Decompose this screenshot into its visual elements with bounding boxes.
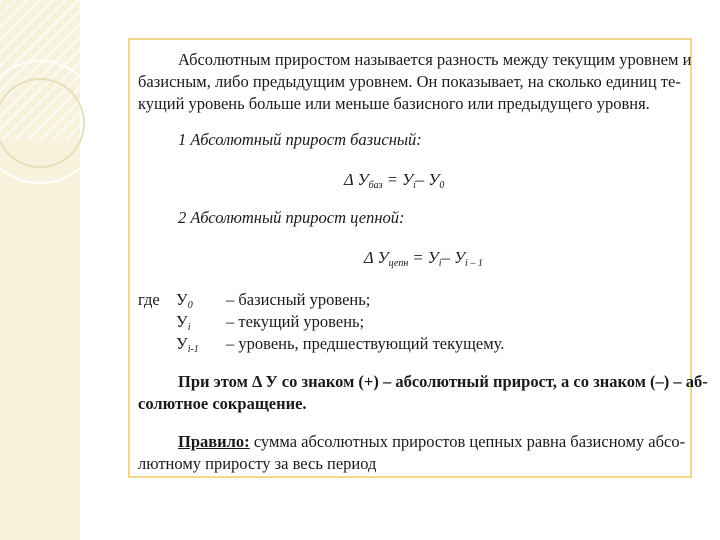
legend-symbol: У: [176, 312, 188, 331]
slide-content: [130, 40, 708, 480]
note-line-1: При этом Δ У со знаком (+) – абсолютный прирост, а со знаком (–) – аб-: [178, 372, 708, 391]
formula-minus: – У: [415, 170, 440, 189]
definition-line-3: кущий уровень больше или меньше базисного или предыдущего уровня.: [138, 94, 650, 113]
legend-index: 0: [187, 300, 193, 311]
rule-text: сумма абсолютных приростов цепных равна базисному абсо-: [249, 432, 686, 451]
formula-subscript: цепн: [388, 258, 409, 269]
decorative-left-band: [0, 0, 80, 540]
legend-description: – базисный уровень;: [226, 290, 371, 309]
note-line-2: солютное сокращение.: [138, 394, 307, 413]
legend-index: i: [187, 322, 191, 333]
formula-subscript: баз: [368, 180, 383, 191]
legend-description: – уровень, предшествующий текущему.: [226, 334, 505, 353]
legend-where: где: [138, 290, 160, 309]
definition-line-2: базисным, либо предыдущим уровнем. Он показывает, на сколько единиц те-: [138, 72, 681, 91]
definition-line-1: Абсолютным приростом называется разность между текущим уровнем и: [178, 50, 692, 69]
content-frame: [128, 38, 708, 478]
chain-formula: [364, 248, 483, 274]
legend-symbol: У: [176, 334, 188, 353]
rule-line-1: [178, 432, 685, 452]
formula-equals: = У: [408, 248, 439, 267]
formula-minus: – У: [441, 248, 466, 267]
formula-equals: = У: [382, 170, 414, 189]
legend-description: – текущий уровень;: [226, 312, 365, 331]
legend-symbol: У: [176, 290, 188, 309]
basic-formula: [344, 170, 444, 196]
formula-index-i: i: [413, 180, 416, 191]
legend-row: [176, 334, 199, 360]
formula-index-i-minus-1: i – 1: [465, 258, 483, 269]
basic-heading: 1 Абсолютный прирост базисный:: [178, 130, 422, 149]
legend-index: i-1: [187, 344, 199, 355]
formula-delta: Δ У: [344, 170, 369, 189]
rule-label: Правило:: [178, 432, 250, 451]
formula-index-0: 0: [439, 180, 445, 191]
formula-delta: Δ У: [364, 248, 389, 267]
chain-heading: 2 Абсолютный прирост цепной:: [178, 208, 405, 227]
rule-line-2: лютному приросту за весь период: [138, 454, 377, 473]
formula-index-i: i: [438, 258, 442, 269]
